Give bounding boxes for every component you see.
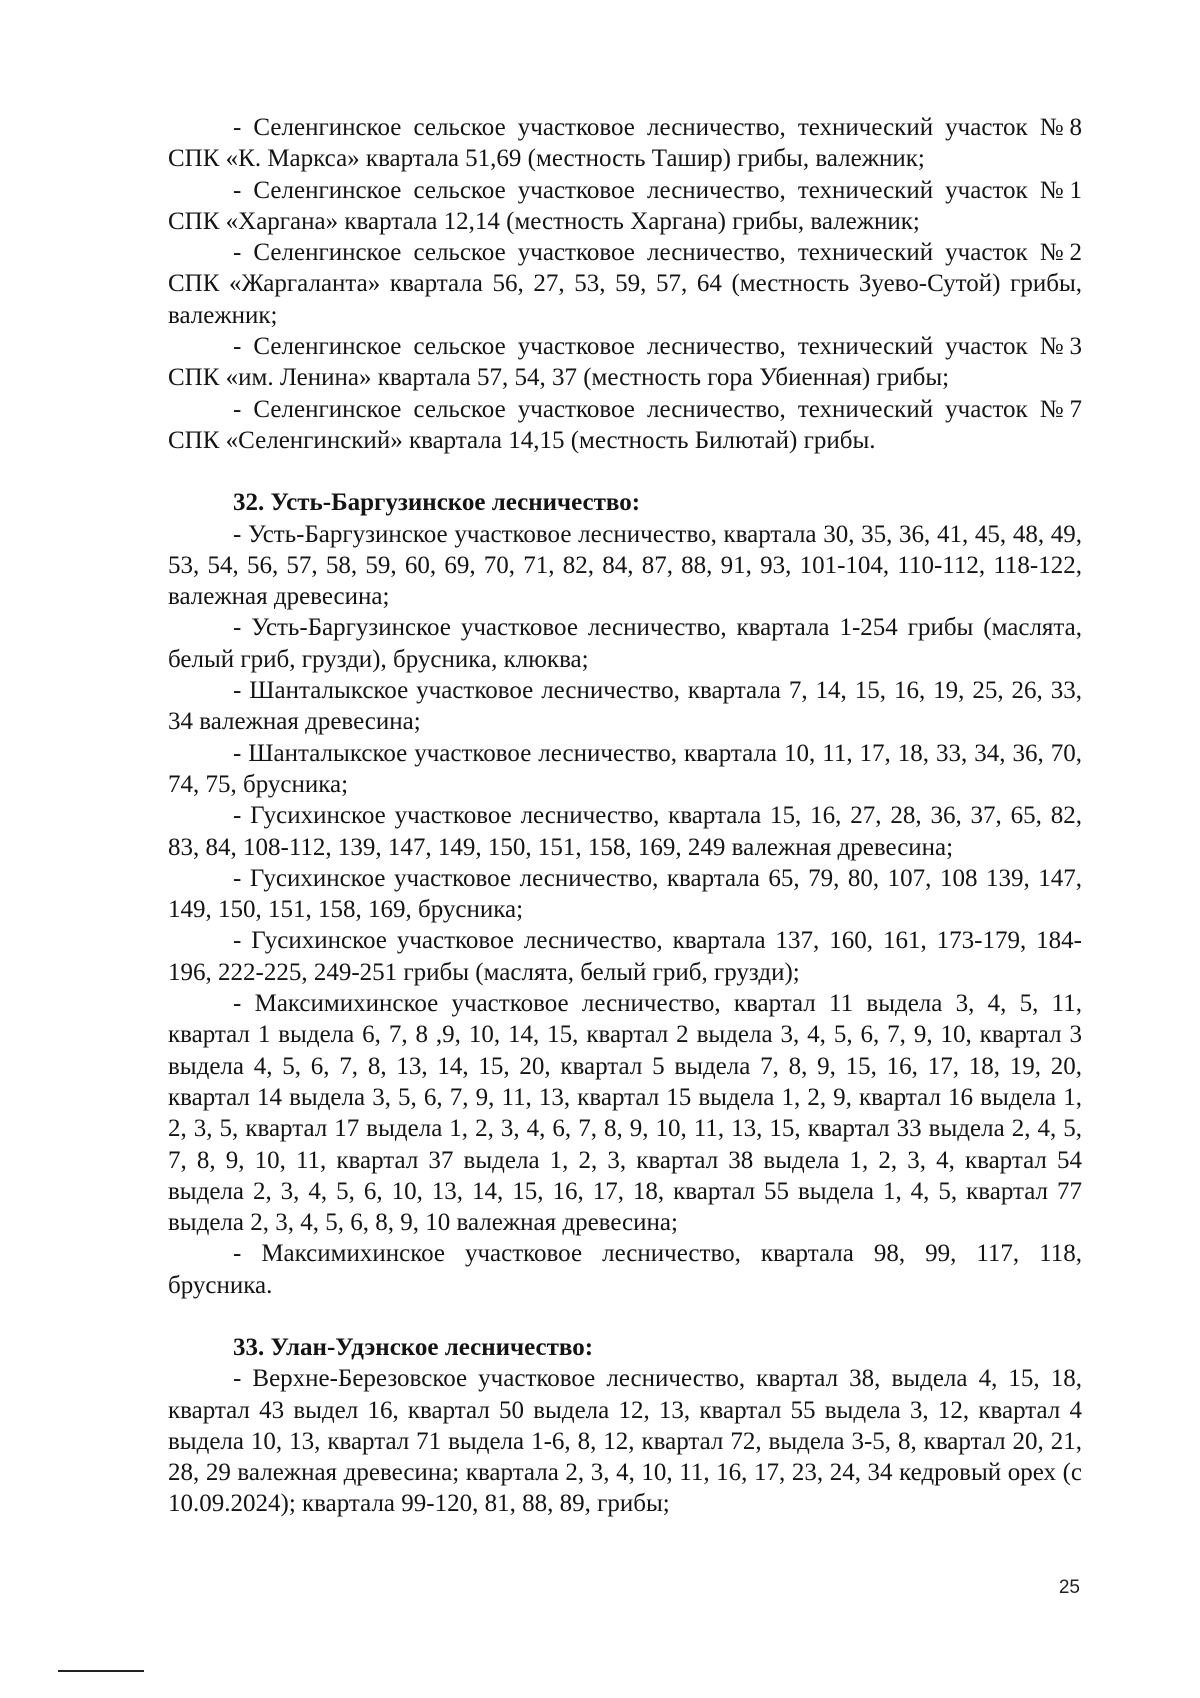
intro-paragraph-2: - Селенгинское сельское участковое лесничество, технический участок №1 СПК «Харгана» квартала 12,14 (местность Харгана) грибы, валежник;: [168, 176, 1082, 235]
section-32-paragraph-3: - Шанталыкское участковое лесничество, квартала 7, 14, 15, 16, 19, 25, 26, 33, 34 валежная древесина;: [168, 677, 1082, 736]
section-32-paragraph-7: - Гусихинское участковое лесничество, квартала 137, 160, 161, 173-179, 184-196, 222-225, 249-251 грибы (маслята, белый гриб, грузди);: [168, 927, 1082, 986]
section-33-paragraph-1: - Верхне-Березовское участковое лесничество, квартал 38, выдела 4, 15, 18, квартал 43 выдел 16, квартал 50 выдела 12, 13, квартал 55 выдела 3, 12, квартал 4 выдела 10, 13, квартал 71 выдела 1-6, 8, 12, квартал 72, выдела 3-5, 8, квартал 20, 21, 28, 29 валежная древесина; квартала 2, 3, 4, 10, 11, 16, 17, 23, 24, 34 кедровый орех (с 10.09.2024); квартала 99-120, 81, 88, 89, грибы;: [168, 1365, 1082, 1518]
section-32-heading: 32. Усть-Баргузинское лесничество:: [233, 489, 641, 517]
section-32-paragraph-5: - Гусихинское участковое лесничество, квартала 15, 16, 27, 28, 36, 37, 65, 82, 83, 84, 108-112, 139, 147, 149, 150, 151, 158, 169, 249 валежная древесина;: [168, 802, 1082, 861]
page-number: 25: [1058, 1577, 1080, 1598]
section-32-paragraph-2: - Усть-Баргузинское участковое лесничество, квартала 1-254 грибы (маслята, белый гриб, грузди), брусника, клюква;: [168, 614, 1082, 673]
section-32-paragraph-6: - Гусихинское участковое лесничество, квартала 65, 79, 80, 107, 108 139, 147, 149, 150, 151, 158, 169, брусника;: [168, 864, 1082, 924]
section-spacer: [168, 1301, 1082, 1332]
section-32-paragraph-4: - Шанталыкское участковое лесничество, квартала 10, 11, 17, 18, 33, 34, 36, 70, 74, 75, брусника;: [168, 739, 1082, 798]
intro-paragraph-4: - Селенгинское сельское участковое лесничество, технический участок №3 СПК «им. Ленина» квартала 57, 54, 37 (местность гора Убиенная) грибы;: [168, 333, 1082, 392]
section-32-paragraph-8: - Максимихинское участковое лесничество, квартал 11 выдела 3, 4, 5, 11, квартал 1 выдела 6, 7, 8 ,9, 10, 14, 15, квартал 2 выдела 3, 4, 5, 6, 7, 9, 10, квартал 3 выдела 4, 5, 6, 7, 8, 13, 14, 15, 20, квартал 5 выдела 7, 8, 9, 15, 16, 17, 18, 19, 20, квартал 14 выдела 3, 5, 6, 7, 9, 11, 13, квартал 15 выдела 1, 2, 9, квартал 16 выдела 1, 2, 3, 5, квартал 17 выдела 1, 2, 3, 4, 6, 7, 8, 9, 10, 11, 13, 15, квартал 33 выдела 2, 4, 5, 7, 8, 9, 10, 11, квартал 37 выдела 1, 2, 3, квартал 38 выдела 1, 2, 3, 4, квартал 54 выдела 2, 3, 4, 5, 6, 10, 13, 14, 15, 16, 17, 18, квартал 55 выдела 1, 4, 5, квартал 77 выдела 2, 3, 4, 5, 6, 8, 9, 10 валежная древесина;: [168, 990, 1082, 1237]
section-spacer: [168, 456, 1082, 487]
intro-paragraph-1: - Селенгинское сельское участковое лесничество, технический участок №8 СПК «К. Маркса» квартала 51,69 (местность Ташир) грибы, валежник;: [168, 114, 1082, 173]
section-33-heading: 33. Улан-Удэнское лесничество:: [233, 1333, 594, 1361]
footnote-divider: [58, 1670, 144, 1672]
section-32-paragraph-1: - Усть-Баргузинское участковое лесничество, квартала 30, 35, 36, 41, 45, 48, 49, 53, 54, 56, 57, 58, 59, 60, 69, 70, 71, 82, 84, 87, 88, 91, 93, 101-104, 110-112, 118-122, валежная древесина;: [168, 520, 1082, 611]
document-body: [168, 112, 1082, 1520]
intro-paragraph-5: - Селенгинское сельское участковое лесничество, технический участок №7 СПК «Селенгинский» квартала 14,15 (местность Билютай) грибы.: [168, 395, 1082, 454]
section-32-paragraph-9: - Максимихинское участковое лесничество, квартала 98, 99, 117, 118, брусника.: [168, 1240, 1082, 1299]
intro-paragraph-3: - Селенгинское сельское участковое лесничество, технический участок №2 СПК «Жаргаланта» квартала 56, 27, 53, 59, 57, 64 (местность Зуево-Сутой) грибы, валежник;: [168, 239, 1082, 329]
